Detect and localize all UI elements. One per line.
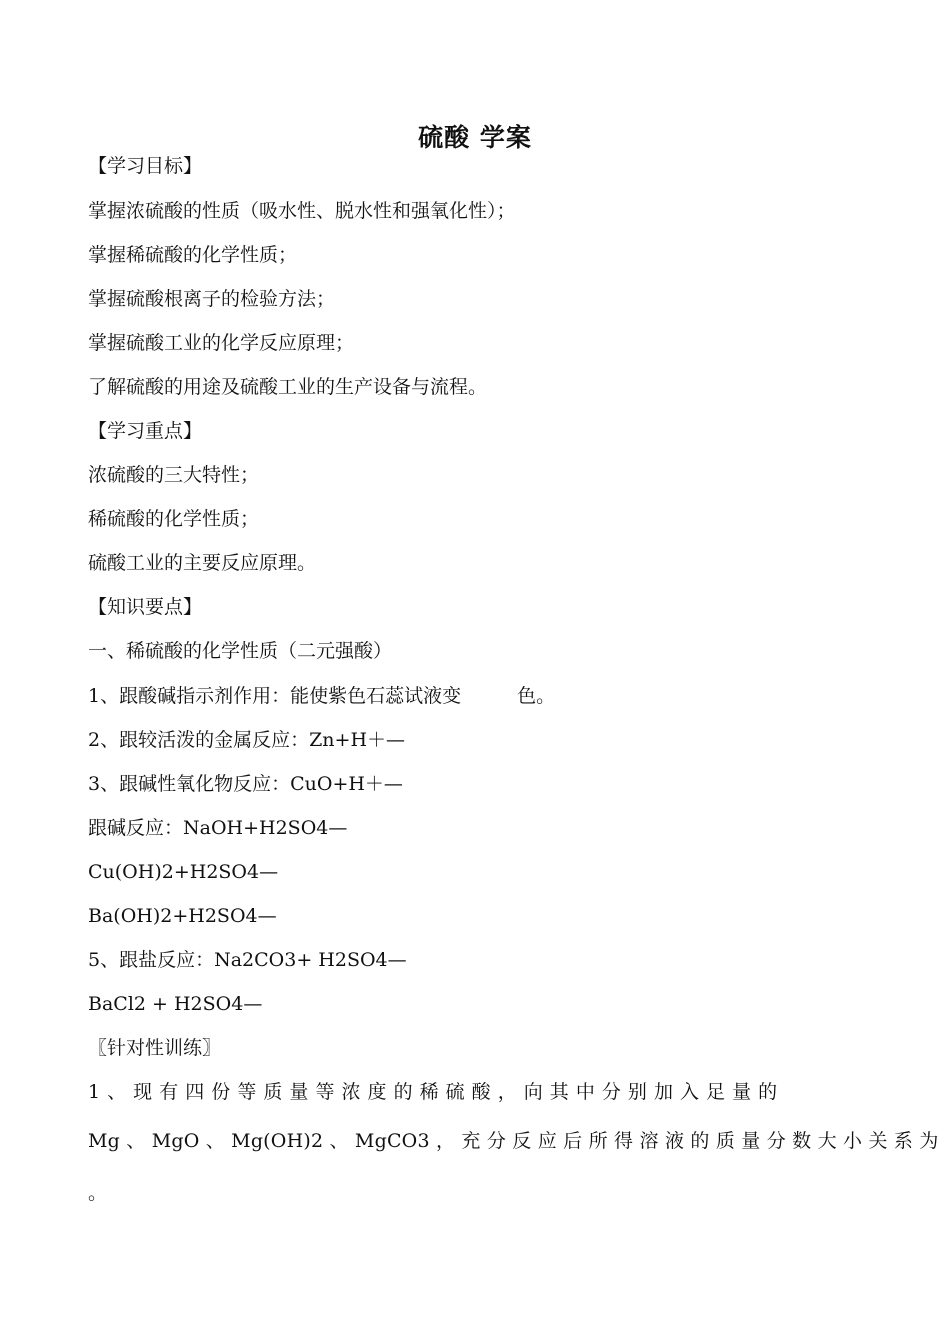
training-q1-line2: Mg 、 MgO 、 Mg(OH)2 、 MgCO3 ， 充 分 反 应 后 所 得 溶 液 的 质 量 分 数 大 小 关 系 为 [88,1130,939,1152]
training-q1-line3: 。 [88,1182,108,1204]
knowledge-ba-oh: Ba(OH)2+H2SO4— [88,905,277,927]
focus-item: 稀硫酸的化学性质； [88,508,260,530]
knowledge-cu-oh: Cu(OH)2+H2SO4— [88,861,279,883]
objective-item: 掌握硫酸根离子的检验方法； [88,288,336,310]
training-heading: 〖针对性训练〗 [88,1037,222,1059]
knowledge-heading: 【知识要点】 [88,596,203,618]
focus-item: 硫酸工业的主要反应原理。 [88,552,317,574]
training-q1-line1: 1 、 现 有 四 份 等 质 量 等 浓 度 的 稀 硫 酸 ， 向 其 中 分 别 加 入 足 量 的 [88,1081,778,1103]
objective-item: 掌握浓硫酸的性质（吸水性、脱水性和强氧化性）； [88,200,516,222]
knowledge-base-reaction: 跟碱反应：NaOH+H2SO4— [88,817,348,839]
objective-item: 掌握硫酸工业的化学反应原理； [88,332,355,354]
objective-item: 掌握稀硫酸的化学性质； [88,244,298,266]
focus-item: 浓硫酸的三大特性； [88,464,260,486]
document-title: 硫酸 学案 [418,123,532,152]
knowledge-bacl: BaCl2 + H2SO4— [88,993,263,1015]
objectives-heading: 【学习目标】 [88,155,203,177]
knowledge-item1-tail: 色。 [517,685,556,707]
knowledge-item5: 5、跟盐反应：Na2CO3+ H2SO4— [88,949,407,971]
knowledge-item2: 2、跟较活泼的金属反应：Zn+H＋— [88,729,406,751]
knowledge-part1: 一、稀硫酸的化学性质（二元强酸） [88,640,393,662]
knowledge-item1 [88,683,555,709]
knowledge-item1-text: 1、跟酸碱指示剂作用：能使紫色石蕊试液变 [88,685,462,707]
focus-heading: 【学习重点】 [88,420,203,442]
knowledge-item3: 3、跟碱性氧化物反应：CuO+H＋— [88,773,403,795]
objective-item: 了解硫酸的用途及硫酸工业的生产设备与流程。 [88,376,488,398]
